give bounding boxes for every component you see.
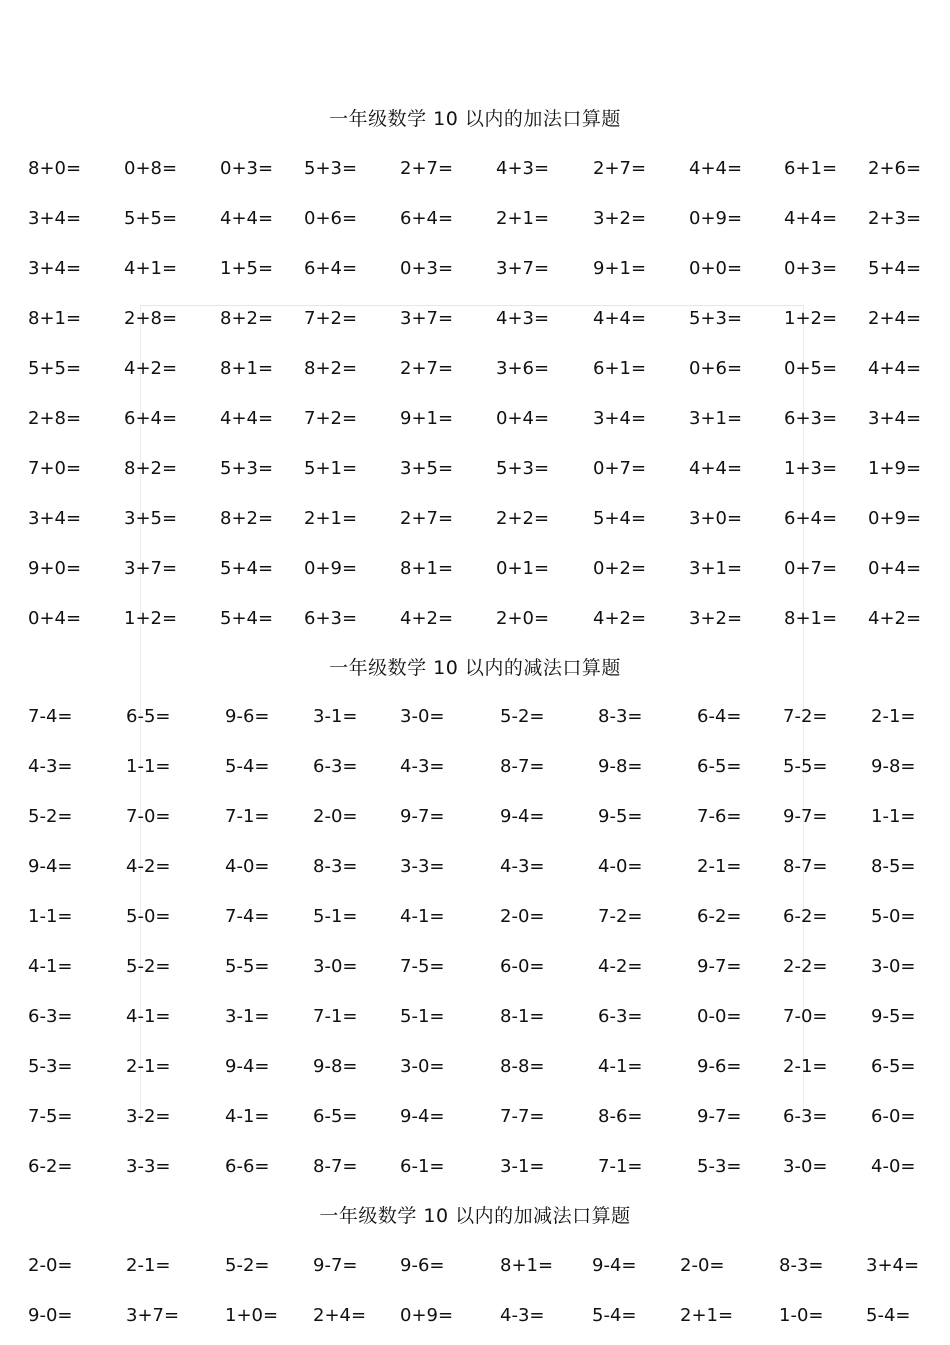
- problem-item: 8+1=: [220, 358, 274, 379]
- problem-item: 9-4=: [225, 1056, 270, 1077]
- problem-item: 8-8=: [500, 1056, 545, 1077]
- problem-item: 5+4=: [220, 608, 274, 629]
- problem-row: [0, 457, 950, 481]
- problem-item: 3-0=: [400, 1056, 445, 1077]
- problem-item: 6-1=: [400, 1156, 445, 1177]
- problem-item: 1+5=: [220, 258, 274, 279]
- section-title-subtraction: 一年级数学 10 以内的减法口算题: [329, 657, 621, 679]
- problem-item: 4-2=: [126, 856, 171, 877]
- problem-item: 5+5=: [28, 358, 82, 379]
- problem-item: 0+7=: [593, 458, 647, 479]
- problem-item: 8-3=: [779, 1255, 824, 1276]
- problem-item: 3+2=: [593, 208, 647, 229]
- problem-item: 6-3=: [598, 1006, 643, 1027]
- problem-item: 8+1=: [28, 308, 82, 329]
- problem-item: 4+1=: [124, 258, 178, 279]
- problem-item: 8+2=: [220, 308, 274, 329]
- problem-row: [0, 805, 950, 829]
- problem-item: 6-4=: [697, 706, 742, 727]
- problem-item: 7-2=: [783, 706, 828, 727]
- problem-item: 2+3=: [868, 208, 922, 229]
- problem-item: 2-0=: [313, 806, 358, 827]
- problem-item: 9-7=: [697, 956, 742, 977]
- problem-row: [0, 557, 950, 581]
- problem-item: 0+9=: [689, 208, 743, 229]
- problem-item: 8-5=: [871, 856, 916, 877]
- problem-item: 4+2=: [593, 608, 647, 629]
- problem-item: 8+1=: [784, 608, 838, 629]
- problem-item: 5+5=: [124, 208, 178, 229]
- problem-item: 3-0=: [783, 1156, 828, 1177]
- problem-item: 1-1=: [28, 906, 73, 927]
- problem-item: 2+1=: [304, 508, 358, 529]
- problem-item: 4+2=: [124, 358, 178, 379]
- problem-item: 6-0=: [500, 956, 545, 977]
- problem-item: 9-4=: [500, 806, 545, 827]
- problem-item: 3+1=: [689, 408, 743, 429]
- problem-item: 0+3=: [400, 258, 454, 279]
- problem-item: 2-1=: [697, 856, 742, 877]
- problem-item: 5-4=: [225, 756, 270, 777]
- problem-item: 7-0=: [126, 806, 171, 827]
- problem-item: 5-2=: [28, 806, 73, 827]
- problem-item: 0+4=: [496, 408, 550, 429]
- problem-item: 5-3=: [28, 1056, 73, 1077]
- problem-item: 5-5=: [783, 756, 828, 777]
- problem-item: 7-4=: [225, 906, 270, 927]
- problem-item: 4-1=: [225, 1106, 270, 1127]
- problem-item: 5+4=: [220, 558, 274, 579]
- problem-item: 1-1=: [126, 756, 171, 777]
- problem-item: 9+0=: [28, 558, 82, 579]
- problem-item: 3-1=: [500, 1156, 545, 1177]
- problem-item: 0+4=: [868, 558, 922, 579]
- problem-item: 5+3=: [220, 458, 274, 479]
- problem-row: [0, 207, 950, 231]
- problem-item: 5+4=: [868, 258, 922, 279]
- problem-item: 2+2=: [496, 508, 550, 529]
- problem-item: 6-3=: [28, 1006, 73, 1027]
- problem-item: 4-0=: [598, 856, 643, 877]
- problem-item: 3+7=: [400, 308, 454, 329]
- problem-item: 8+1=: [500, 1255, 554, 1276]
- problem-item: 9-6=: [225, 706, 270, 727]
- problem-item: 3+7=: [496, 258, 550, 279]
- problem-item: 2-1=: [871, 706, 916, 727]
- problem-row: [0, 1105, 950, 1129]
- problem-item: 3+2=: [689, 608, 743, 629]
- problem-item: 5-0=: [126, 906, 171, 927]
- problem-item: 6-0=: [871, 1106, 916, 1127]
- problem-item: 4-0=: [871, 1156, 916, 1177]
- problem-item: 4-1=: [28, 956, 73, 977]
- problem-item: 5-2=: [126, 956, 171, 977]
- problem-item: 5-3=: [697, 1156, 742, 1177]
- problem-item: 7+0=: [28, 458, 82, 479]
- problem-item: 3+4=: [868, 408, 922, 429]
- problem-item: 9-7=: [313, 1255, 358, 1276]
- problem-item: 3+4=: [28, 258, 82, 279]
- problem-item: 7-1=: [313, 1006, 358, 1027]
- problem-item: 1+9=: [868, 458, 922, 479]
- problem-item: 8+2=: [304, 358, 358, 379]
- problem-item: 4+2=: [868, 608, 922, 629]
- problem-item: 3+1=: [689, 558, 743, 579]
- problem-item: 5-4=: [866, 1305, 911, 1326]
- problem-item: 6+3=: [304, 608, 358, 629]
- problem-item: 4-1=: [126, 1006, 171, 1027]
- problem-item: 4+4=: [868, 358, 922, 379]
- problem-item: 9-4=: [592, 1255, 637, 1276]
- problem-item: 4+4=: [689, 158, 743, 179]
- problem-item: 0+3=: [784, 258, 838, 279]
- problem-item: 4+4=: [220, 208, 274, 229]
- section-title-mixed: 一年级数学 10 以内的加减法口算题: [319, 1205, 631, 1227]
- problem-item: 8-6=: [598, 1106, 643, 1127]
- problem-item: 0+9=: [868, 508, 922, 529]
- problem-item: 9-7=: [400, 806, 445, 827]
- problem-item: 3+5=: [400, 458, 454, 479]
- problem-item: 6-3=: [313, 756, 358, 777]
- problem-item: 8+1=: [400, 558, 454, 579]
- problem-item: 6-2=: [697, 906, 742, 927]
- problem-item: 9-4=: [400, 1106, 445, 1127]
- problem-item: 2+8=: [124, 308, 178, 329]
- problem-item: 3-0=: [400, 706, 445, 727]
- problem-item: 8+2=: [124, 458, 178, 479]
- problem-item: 3+6=: [496, 358, 550, 379]
- problem-item: 0+8=: [124, 158, 178, 179]
- problem-row: [0, 705, 950, 729]
- problem-row: [0, 1005, 950, 1029]
- problem-row: [0, 755, 950, 779]
- problem-item: 2+4=: [313, 1305, 367, 1326]
- problem-item: 6-2=: [28, 1156, 73, 1177]
- problem-item: 9-5=: [598, 806, 643, 827]
- problem-item: 0+9=: [400, 1305, 454, 1326]
- problem-item: 7+2=: [304, 308, 358, 329]
- problem-item: 4+3=: [496, 158, 550, 179]
- problem-item: 3-0=: [313, 956, 358, 977]
- problem-row: [0, 357, 950, 381]
- problem-item: 4+3=: [496, 308, 550, 329]
- problem-item: 8-1=: [500, 1006, 545, 1027]
- problem-item: 3-2=: [126, 1106, 171, 1127]
- problem-item: 5+3=: [496, 458, 550, 479]
- problem-item: 2+6=: [868, 158, 922, 179]
- problem-item: 4+4=: [689, 458, 743, 479]
- problem-item: 4+4=: [593, 308, 647, 329]
- problem-item: 6+4=: [400, 208, 454, 229]
- problem-row: [0, 507, 950, 531]
- problem-item: 8+0=: [28, 158, 82, 179]
- problem-item: 2+8=: [28, 408, 82, 429]
- problem-row: [0, 1155, 950, 1179]
- problem-item: 4-2=: [598, 956, 643, 977]
- problem-item: 4-1=: [400, 906, 445, 927]
- problem-item: 9-4=: [28, 856, 73, 877]
- problem-item: 8-7=: [783, 856, 828, 877]
- problem-item: 7-1=: [598, 1156, 643, 1177]
- problem-item: 1-1=: [871, 806, 916, 827]
- problem-item: 0+6=: [304, 208, 358, 229]
- problem-item: 6-6=: [225, 1156, 270, 1177]
- problem-item: 2+7=: [400, 508, 454, 529]
- problem-item: 2+1=: [496, 208, 550, 229]
- problem-item: 3+7=: [124, 558, 178, 579]
- problem-item: 2+1=: [680, 1305, 734, 1326]
- problem-item: 5-5=: [225, 956, 270, 977]
- problem-item: 2-0=: [28, 1255, 73, 1276]
- problem-item: 8-7=: [313, 1156, 358, 1177]
- problem-item: 7-2=: [598, 906, 643, 927]
- problem-item: 4+4=: [784, 208, 838, 229]
- problem-item: 3-3=: [400, 856, 445, 877]
- problem-item: 6+1=: [593, 358, 647, 379]
- problem-item: 0+6=: [689, 358, 743, 379]
- problem-item: 6+4=: [784, 508, 838, 529]
- problem-item: 6-2=: [783, 906, 828, 927]
- problem-item: 3+7=: [126, 1305, 180, 1326]
- problem-item: 7-5=: [28, 1106, 73, 1127]
- problem-item: 2-1=: [126, 1255, 171, 1276]
- problem-item: 3+4=: [593, 408, 647, 429]
- problem-item: 6+4=: [124, 408, 178, 429]
- problem-item: 4-0=: [225, 856, 270, 877]
- problem-item: 7-7=: [500, 1106, 545, 1127]
- problem-item: 4-3=: [28, 756, 73, 777]
- problem-row: [0, 955, 950, 979]
- problem-item: 5+1=: [304, 458, 358, 479]
- problem-item: 3-1=: [225, 1006, 270, 1027]
- problem-item: 9-8=: [598, 756, 643, 777]
- problem-item: 7-1=: [225, 806, 270, 827]
- problem-item: 3+0=: [689, 508, 743, 529]
- problem-item: 2+7=: [400, 358, 454, 379]
- problem-item: 8-3=: [598, 706, 643, 727]
- problem-row: [0, 1055, 950, 1079]
- problem-item: 9-0=: [28, 1305, 73, 1326]
- problem-item: 2+0=: [496, 608, 550, 629]
- problem-item: 2-0=: [500, 906, 545, 927]
- problem-item: 0+0=: [689, 258, 743, 279]
- problem-item: 0+4=: [28, 608, 82, 629]
- problem-item: 1+2=: [784, 308, 838, 329]
- problem-item: 6-3=: [783, 1106, 828, 1127]
- problem-item: 2+7=: [593, 158, 647, 179]
- problem-item: 7-5=: [400, 956, 445, 977]
- problem-item: 1-0=: [779, 1305, 824, 1326]
- problem-item: 9+1=: [593, 258, 647, 279]
- problem-item: 8-3=: [313, 856, 358, 877]
- problem-row: [0, 257, 950, 281]
- problem-row: [0, 407, 950, 431]
- problem-item: 6+4=: [304, 258, 358, 279]
- problem-item: 4-3=: [400, 756, 445, 777]
- problem-item: 2-0=: [680, 1255, 725, 1276]
- problem-row: [0, 607, 950, 631]
- problem-item: 0+5=: [784, 358, 838, 379]
- problem-item: 9-7=: [697, 1106, 742, 1127]
- problem-item: 0+2=: [593, 558, 647, 579]
- problem-item: 7+2=: [304, 408, 358, 429]
- problem-item: 3-1=: [313, 706, 358, 727]
- problem-item: 1+0=: [225, 1305, 279, 1326]
- problem-item: 5-2=: [500, 706, 545, 727]
- problem-item: 3+5=: [124, 508, 178, 529]
- problem-item: 5+3=: [304, 158, 358, 179]
- problem-item: 4-3=: [500, 856, 545, 877]
- problem-item: 3-0=: [871, 956, 916, 977]
- problem-item: 4+4=: [220, 408, 274, 429]
- problem-item: 7-6=: [697, 806, 742, 827]
- problem-item: 5+4=: [593, 508, 647, 529]
- problem-item: 6-5=: [871, 1056, 916, 1077]
- problem-row: [0, 1254, 950, 1278]
- problem-item: 5-4=: [592, 1305, 637, 1326]
- problem-item: 8-7=: [500, 756, 545, 777]
- problem-item: 2+7=: [400, 158, 454, 179]
- problem-item: 9-6=: [400, 1255, 445, 1276]
- problem-row: [0, 855, 950, 879]
- problem-item: 9-8=: [871, 756, 916, 777]
- problem-item: 0+1=: [496, 558, 550, 579]
- problem-item: 9-5=: [871, 1006, 916, 1027]
- problem-item: 3+4=: [866, 1255, 920, 1276]
- problem-item: 7-4=: [28, 706, 73, 727]
- problem-item: 0+3=: [220, 158, 274, 179]
- problem-item: 2+4=: [868, 308, 922, 329]
- problem-item: 4+2=: [400, 608, 454, 629]
- problem-item: 5+3=: [689, 308, 743, 329]
- problem-item: 0+9=: [304, 558, 358, 579]
- problem-item: 9-8=: [313, 1056, 358, 1077]
- problem-item: 1+2=: [124, 608, 178, 629]
- problem-item: 9+1=: [400, 408, 454, 429]
- problem-item: 0-0=: [697, 1006, 742, 1027]
- problem-item: 8+2=: [220, 508, 274, 529]
- problem-item: 0+7=: [784, 558, 838, 579]
- problem-item: 9-7=: [783, 806, 828, 827]
- problem-item: 9-6=: [697, 1056, 742, 1077]
- problem-item: 1+3=: [784, 458, 838, 479]
- problem-item: 2-2=: [783, 956, 828, 977]
- problem-item: 4-3=: [500, 1305, 545, 1326]
- problem-item: 3-3=: [126, 1156, 171, 1177]
- problem-item: 4-1=: [598, 1056, 643, 1077]
- problem-item: 6-5=: [697, 756, 742, 777]
- problem-row: [0, 905, 950, 929]
- problem-item: 5-1=: [313, 906, 358, 927]
- problem-item: 7-0=: [783, 1006, 828, 1027]
- section-title-addition: 一年级数学 10 以内的加法口算题: [329, 108, 621, 130]
- problem-item: 5-1=: [400, 1006, 445, 1027]
- problem-item: 6-5=: [126, 706, 171, 727]
- problem-item: 5-2=: [225, 1255, 270, 1276]
- problem-row: [0, 157, 950, 181]
- problem-item: 6-5=: [313, 1106, 358, 1127]
- problem-item: 3+4=: [28, 208, 82, 229]
- problem-row: [0, 307, 950, 331]
- problem-item: 6+3=: [784, 408, 838, 429]
- problem-item: 2-1=: [126, 1056, 171, 1077]
- problem-item: 2-1=: [783, 1056, 828, 1077]
- problem-row: [0, 1304, 950, 1328]
- problem-item: 3+4=: [28, 508, 82, 529]
- problem-item: 5-0=: [871, 906, 916, 927]
- problem-item: 6+1=: [784, 158, 838, 179]
